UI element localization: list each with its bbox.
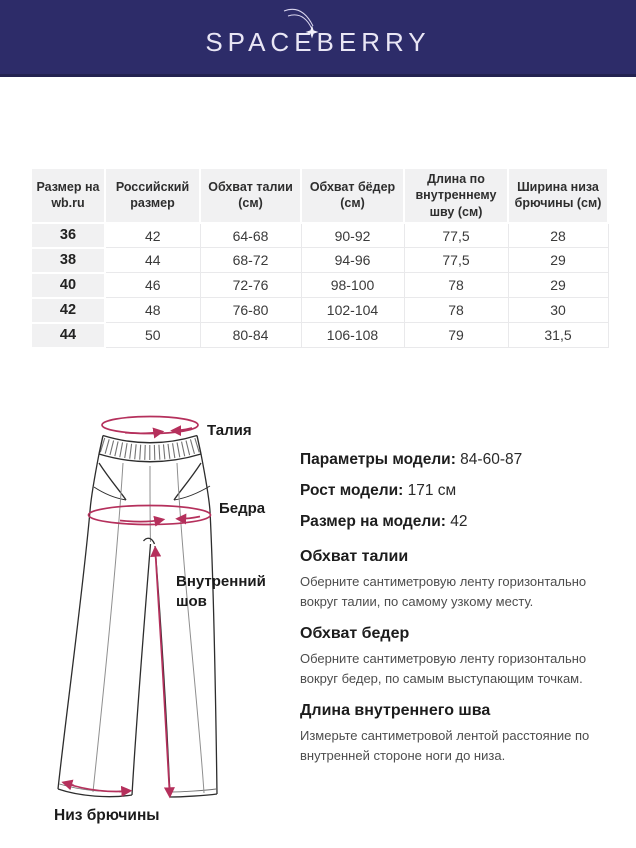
col-header-wb-size: Размер на wb.ru (31, 168, 105, 223)
cell: 77,5 (404, 248, 508, 273)
cell: 106-108 (301, 323, 404, 348)
hips-label: Бедра (219, 500, 266, 517)
cell: 31,5 (508, 323, 608, 348)
hem-label: Низ брючины (54, 807, 160, 824)
cell-size: 44 (31, 323, 105, 348)
waist-ellipse (102, 417, 198, 434)
table-row (31, 298, 608, 323)
model-height-line: Рост модели: 171 см (300, 482, 457, 499)
waistband (99, 436, 201, 462)
section-waist (300, 547, 612, 612)
size-table (30, 167, 609, 349)
model-size-line: Размер на модели: 42 (300, 513, 468, 530)
cell: 90-92 (301, 223, 404, 248)
table-row (31, 323, 608, 348)
table-row (31, 248, 608, 273)
cell: 77,5 (404, 223, 508, 248)
cell: 28 (508, 223, 608, 248)
table-row (31, 223, 608, 248)
col-header-waist: Обхват талии (см) (200, 168, 301, 223)
pants-measurement-diagram (20, 395, 300, 845)
section-hips (300, 624, 612, 689)
col-header-inseam: Длина по внутреннему шву (см) (404, 168, 508, 223)
brand-header (0, 0, 636, 77)
section-hips-text: Оберните сантиметровую ленту горизонтально вокруг бедер, по самым выступающим точкам. (300, 651, 587, 686)
cell: 68-72 (200, 248, 301, 273)
cell: 29 (508, 273, 608, 298)
waist-label: Талия (207, 422, 252, 439)
size-table-header (31, 168, 608, 223)
cell: 102-104 (301, 298, 404, 323)
cell: 42 (105, 223, 200, 248)
cell: 79 (404, 323, 508, 348)
section-waist-title: Обхват талии (300, 548, 409, 565)
measurement-info-column (300, 444, 612, 778)
section-inseam-text: Измерьте сантиметровой лентой расстояние по внутренней стороне ноги до низа. (300, 728, 590, 763)
cell: 72-76 (200, 273, 301, 298)
pants-drawing (20, 395, 300, 845)
cell-size: 38 (31, 248, 105, 273)
cell: 44 (105, 248, 200, 273)
cell: 46 (105, 273, 200, 298)
section-waist-text: Оберните сантиметровую ленту горизонтально вокруг талии, по самому узкому месту. (300, 574, 587, 609)
model-parameters (300, 444, 612, 537)
section-inseam (300, 701, 612, 766)
cell: 29 (508, 248, 608, 273)
col-header-ru-size: Российский размер (105, 168, 200, 223)
model-parameters-line: Параметры модели: 84-60-87 (300, 451, 523, 468)
cell: 76-80 (200, 298, 301, 323)
cell-size: 36 (31, 223, 105, 248)
cell-size: 40 (31, 273, 105, 298)
cell-size: 42 (31, 298, 105, 323)
section-inseam-title: Длина внутреннего шва (300, 702, 491, 719)
brand-logo: SPACEBERRY (205, 27, 431, 57)
inseam-label: Внутренний шов (176, 573, 266, 610)
col-header-hem: Ширина низа брючины (см) (508, 168, 608, 223)
cell: 94-96 (301, 248, 404, 273)
cell: 78 (404, 273, 508, 298)
cell: 80-84 (200, 323, 301, 348)
hem-arrow (65, 783, 128, 792)
inseam-arrow (155, 551, 169, 793)
cell: 78 (404, 298, 508, 323)
section-hips-title: Обхват бедер (300, 625, 410, 642)
col-header-hips: Обхват бёдер (см) (301, 168, 404, 223)
cell: 30 (508, 298, 608, 323)
cell: 48 (105, 298, 200, 323)
cell: 50 (105, 323, 200, 348)
cell: 98-100 (301, 273, 404, 298)
cell: 64-68 (200, 223, 301, 248)
table-row (31, 273, 608, 298)
